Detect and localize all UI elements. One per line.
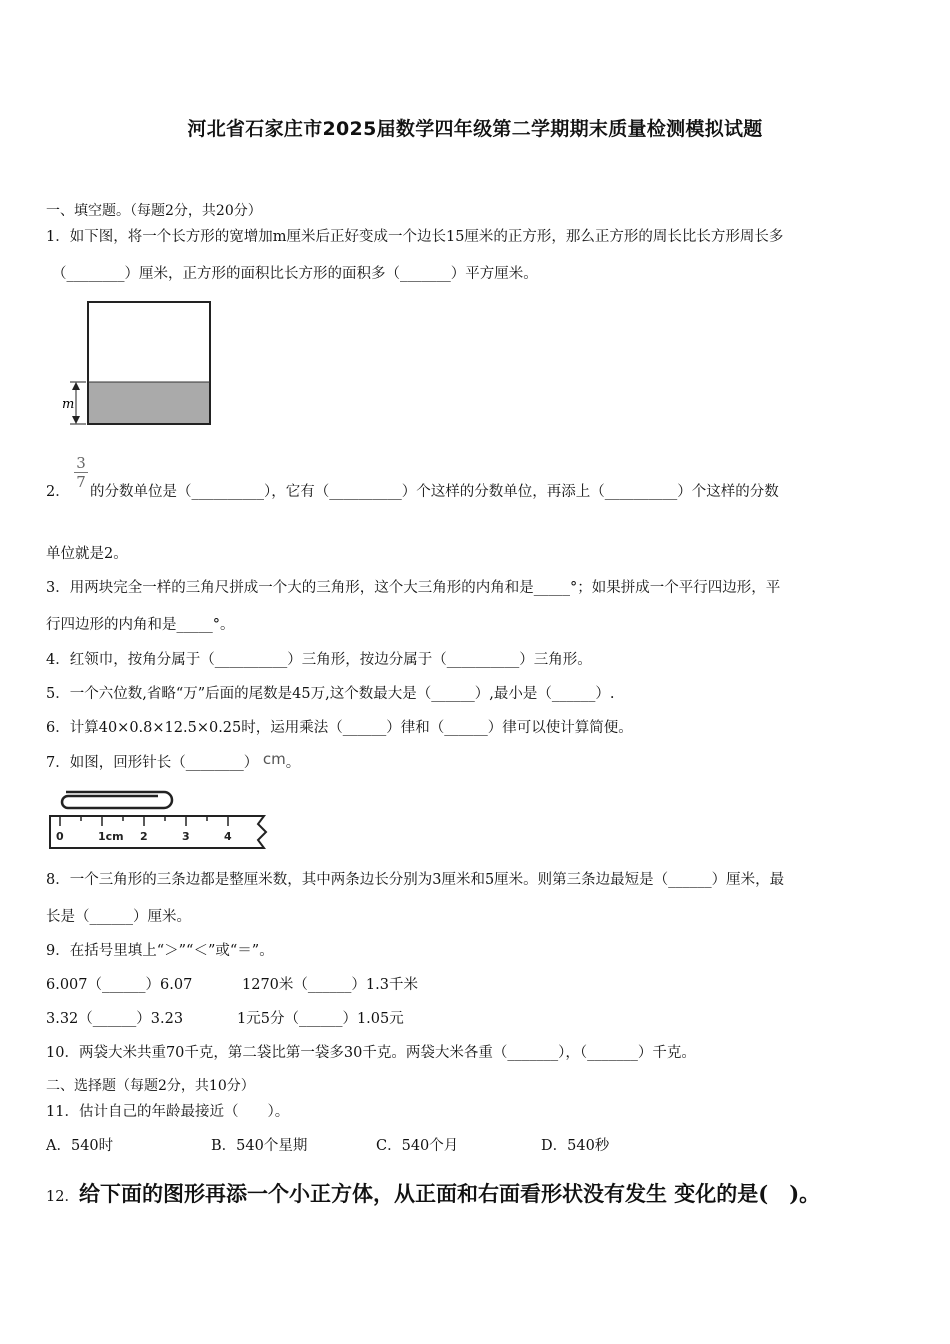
paperclip-icon: [62, 792, 172, 808]
unit-cm: cm: [262, 750, 286, 768]
ruler-label-4: 4: [224, 830, 232, 843]
question-7: [46, 752, 300, 773]
question-2-line-2: 单位就是2。: [46, 546, 128, 562]
shaded-strip: [89, 382, 209, 423]
question-9-row-2b: 1元5分（______）1.05元: [237, 1011, 404, 1027]
question-4: 4．红领巾，按角分属于（__________）三角形，按边分属于（__________）三角形。: [46, 652, 592, 668]
question-6: 6．计算40×0.8×12.5×0.25时，运用乘法（______）律和（______）律可以使计算简便。: [46, 720, 633, 736]
question-8-line-2: 长是（______）厘米。: [46, 909, 191, 925]
question-2-number: 2．: [46, 484, 70, 500]
question-7-end: 。: [285, 755, 301, 771]
question-3-line-2: 行四边形的内角和是_____°。: [46, 617, 235, 633]
question-10: 10．两袋大米共重70千克，第二袋比第一袋多30千克。两袋大米各重（_______），（_______）千克。: [46, 1045, 696, 1061]
m-label: m: [62, 397, 75, 412]
ruler-label-3: 3: [182, 830, 190, 843]
question-7-text: 7．如图，回形针长（________）: [46, 755, 259, 771]
ruler-body: [50, 816, 266, 848]
fraction-numerator: 3: [76, 454, 86, 472]
question-9-row-1b: 1270米（______）1.3千米: [242, 977, 418, 993]
question-12-number: 12．: [46, 1189, 79, 1205]
question-8-line-1: 8．一个三角形的三条边都是整厘米数，其中两条边长分别为3厘米和5厘米。则第三条边最短是（______）厘米，最: [46, 872, 785, 888]
option-c: C．540个月: [376, 1138, 459, 1154]
ruler-label-1cm: 1cm: [98, 830, 124, 843]
question-3-line-1: 3．用两块完全一样的三角尺拼成一个大的三角形，这个大三角形的内角和是_____°；如果拼成一个平行四边形，平: [46, 580, 781, 596]
ruler-label-2: 2: [140, 830, 148, 843]
question-5: 5．一个六位数,省略“万”后面的尾数是45万,这个数最大是（______）,最小是（______）.: [46, 686, 615, 702]
question-9-row-2a: 3.32（______）3.23: [46, 1011, 184, 1027]
option-d: D．540秒: [541, 1138, 610, 1154]
paperclip-ruler-figure: [46, 784, 276, 854]
question-11-options: [46, 1136, 609, 1156]
page-title: 河北省石家庄市2025届数学四年级第二学期期末质量检测模拟试题: [187, 118, 763, 140]
question-11: 11．估计自己的年龄最接近（ ）。: [46, 1104, 290, 1120]
question-1-line-2: （________）厘米，正方形的面积比长方形的面积多（_______）平方厘米。: [52, 266, 538, 282]
question-9-row-1a: 6.007（______）6.07: [46, 977, 193, 993]
fraction-three-sevenths: [74, 455, 88, 490]
fraction-denominator: 7: [76, 473, 86, 491]
question-12-text: 给下面的图形再添一个小正方体，从正面和右面看形状没有发生 变化的是( )。: [78, 1181, 821, 1206]
rectangle-figure: [50, 298, 220, 430]
question-9: 9．在括号里填上“＞”“＜”或“＝”。: [46, 943, 274, 959]
option-a: A．540时: [46, 1138, 114, 1154]
section-2-heading: 二、选择题（每题2分，共10分）: [46, 1078, 255, 1094]
question-2-line-1: 的分数单位是（__________），它有（__________）个这样的分数单位，再添上（__________）个这样的分数: [90, 484, 779, 500]
question-12: [46, 1180, 820, 1211]
question-1-line-1: 1．如下图，将一个长方形的宽增加m厘米后正好变成一个边长15厘米的正方形，那么正方形的周长比长方形周长多: [46, 229, 784, 245]
ruler-label-0: 0: [56, 830, 64, 843]
option-b: B．540个星期: [211, 1138, 308, 1154]
section-1-heading: 一、填空题。（每题2分，共20分）: [46, 203, 262, 219]
